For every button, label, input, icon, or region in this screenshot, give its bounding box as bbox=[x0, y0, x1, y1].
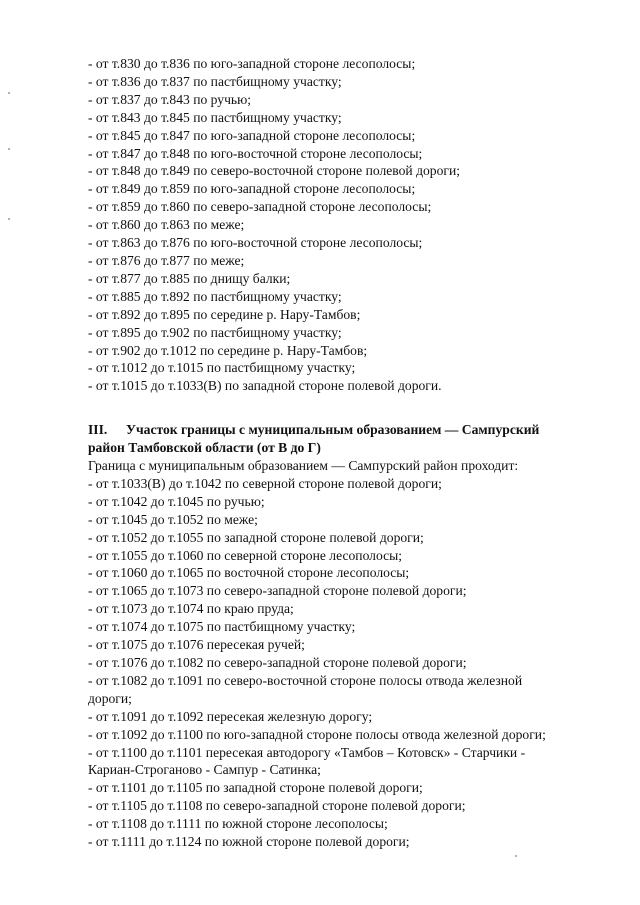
boundary-line: - от т.860 до т.863 по меже; bbox=[88, 217, 245, 233]
boundary-line: - от т.895 до т.902 по пастбищному участку; bbox=[88, 324, 342, 340]
boundary-line: - от т.1092 до т.1100 по юго-западной стороне полосы отвода железной дороги; bbox=[88, 726, 546, 742]
boundary-line: - от т.836 до т.837 по пастбищному участку; bbox=[88, 73, 342, 89]
boundary-line: - от т.1075 до т.1076 пересекая ручей; bbox=[88, 637, 305, 653]
boundary-line: - от т.843 до т.845 по пастбищному участку; bbox=[88, 109, 342, 125]
boundary-line: - от т.837 до т.843 по ручью; bbox=[88, 91, 252, 107]
boundary-line: - от т.863 до т.876 по юго-восточной стороне лесополосы; bbox=[88, 235, 423, 251]
boundary-line: - от т.1045 до т.1052 по меже; bbox=[88, 511, 258, 527]
boundary-line: - от т.830 до т.836 по юго-западной стороне лесополосы; bbox=[88, 56, 416, 71]
section-heading bbox=[88, 421, 618, 457]
boundary-list-1 bbox=[88, 55, 618, 395]
boundary-line: - от т.1091 до т.1092 пересекая железную дорогу; bbox=[88, 708, 373, 724]
boundary-line: - от т.1108 до т.1111 по южной стороне лесополосы; bbox=[88, 816, 388, 832]
scan-speck bbox=[8, 218, 10, 220]
boundary-line: - от т.859 до т.860 по северо-западной стороне лесополосы; bbox=[88, 199, 432, 215]
boundary-line: - от т.1012 до т.1015 по пастбищному участку; bbox=[88, 360, 356, 376]
document-page bbox=[88, 55, 618, 851]
boundary-line: - от т.847 до т.848 по юго-восточной стороне лесополосы; bbox=[88, 145, 423, 161]
boundary-line: - от т.849 до т.859 по юго-западной стороне лесополосы; bbox=[88, 181, 416, 197]
boundary-line: - от т.848 до т.849 по северо-восточной стороне полевой дороги; bbox=[88, 163, 461, 179]
boundary-line: - от т.1111 до т.1124 по южной стороне полевой дороги; bbox=[88, 834, 410, 850]
boundary-line: Кариан-Строганово - Сампур - Сатинка; bbox=[88, 762, 321, 778]
boundary-line: - от т.1060 до т.1065 по восточной стороне лесополосы; bbox=[88, 565, 410, 581]
section-gap bbox=[88, 395, 618, 421]
boundary-line: - от т.1105 до т.1108 по северо-западной стороне полевой дороги; bbox=[88, 798, 466, 814]
boundary-line: - от т.1074 до т.1075 по пастбищному участку; bbox=[88, 619, 356, 635]
boundary-line: - от т.1100 до т.1101 пересекая автодорогу «Тамбов – Котовск» - Старчики - bbox=[88, 744, 526, 760]
section-number: III. bbox=[88, 422, 108, 438]
section-title-part-2: район Тамбовской области (от В до Г) bbox=[88, 440, 321, 456]
section-intro: Граница с муниципальным образованием — Сампурский район проходит: bbox=[88, 458, 519, 474]
section-title-part-1: Участок границы с муниципальным образованием — Сампурский bbox=[126, 422, 540, 438]
boundary-line: - от т.1055 до т.1060 по северной стороне лесополосы; bbox=[88, 547, 403, 563]
scan-speck bbox=[8, 92, 10, 94]
boundary-line: - от т.902 до т.1012 по середине р. Нару-Тамбов; bbox=[88, 342, 368, 358]
boundary-line: дороги; bbox=[88, 690, 132, 706]
boundary-list-2 bbox=[88, 475, 618, 851]
boundary-line: - от т.845 до т.847 по юго-западной стороне лесополосы; bbox=[88, 127, 416, 143]
boundary-line: - от т.1082 до т.1091 по северо-восточной стороне полосы отвода железной bbox=[88, 672, 523, 688]
boundary-line: - от т.885 до т.892 по пастбищному участку; bbox=[88, 288, 342, 304]
boundary-line: - от т.1076 до т.1082 по северо-западной стороне полевой дороги; bbox=[88, 655, 467, 670]
boundary-line: - от т.1065 до т.1073 по северо-западной стороне полевой дороги; bbox=[88, 583, 467, 599]
boundary-line: - от т.1073 до т.1074 по краю пруда; bbox=[88, 601, 294, 617]
boundary-line: - от т.876 до т.877 по меже; bbox=[88, 252, 245, 268]
boundary-line: - от т.1042 до т.1045 по ручью; bbox=[88, 493, 265, 509]
boundary-line: - от т.1052 до т.1055 по западной стороне полевой дороги; bbox=[88, 529, 424, 545]
scan-speck bbox=[8, 148, 10, 150]
boundary-line: - от т.1033(В) до т.1042 по северной стороне полевой дороги; bbox=[88, 475, 442, 491]
boundary-line: - от т.1101 до т.1105 по западной стороне полевой дороги; bbox=[88, 780, 423, 796]
boundary-line: - от т.1015 до т.1033(В) по западной стороне полевой дороги. bbox=[88, 378, 442, 394]
section-heading-line-1 bbox=[88, 421, 618, 439]
boundary-line: - от т.877 до т.885 по днищу балки; bbox=[88, 270, 291, 286]
scan-speck bbox=[515, 855, 517, 857]
boundary-line: - от т.892 до т.895 по середине р. Нару-Тамбов; bbox=[88, 306, 361, 322]
